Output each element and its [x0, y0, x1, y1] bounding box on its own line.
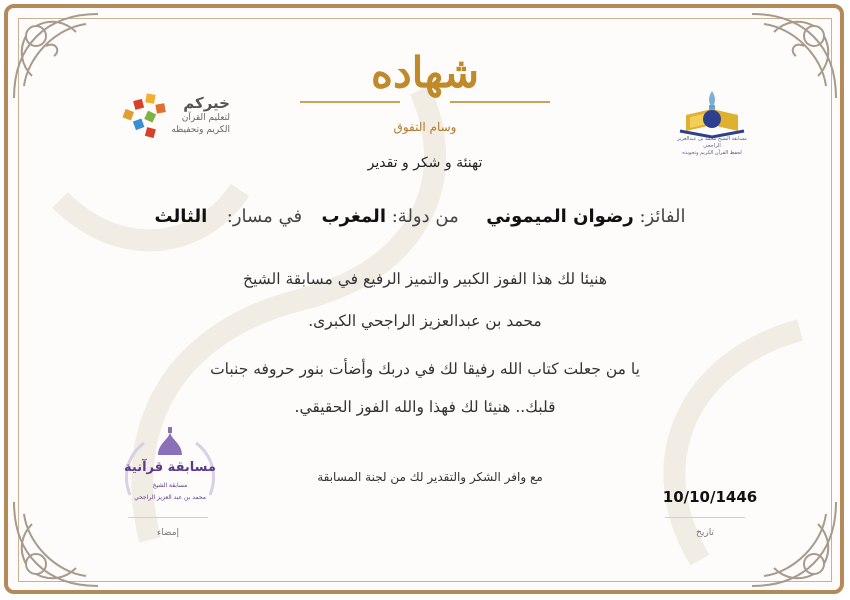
winner-track-label: في مسار: — [226, 206, 303, 227]
paragraph2-line2: قلبك.. هنيئا لك فهذا والله الفوز الحقيقي. — [294, 398, 556, 416]
seal-title: مسابقة قرآنية — [124, 460, 216, 475]
winner-track: الثالث — [154, 206, 208, 227]
competition-caption-line2: لحفظ القرآن الكريم وتجويده — [682, 150, 742, 156]
seal-line1: مسابقة الشيخ — [152, 482, 188, 489]
winner-country: المغرب — [321, 206, 386, 227]
signature-label: إمضاء — [156, 528, 180, 538]
winner-info-line — [140, 206, 700, 227]
closing-line: مع وافر الشكر والتقدير لك من لجنة المسابقة — [317, 470, 543, 484]
certificate-title: شهاده — [370, 48, 480, 97]
issue-date: 10/10/1446 — [662, 488, 758, 506]
signature-line — [128, 517, 208, 518]
quran-competition-seal-text — [110, 462, 230, 504]
winner-country-label: من دولة: — [391, 206, 459, 227]
date-line — [665, 517, 745, 518]
date-label: تاريخ — [696, 528, 714, 538]
khairukum-logo-text — [170, 94, 230, 136]
competition-caption-line1: مسابقة الشيخ محمد بن عبدالعزيز الراجحي — [677, 136, 747, 149]
paragraph1-line1: هنيئا لك هذا الفوز الكبير والتميز الرفيع في مسابقة الشيخ — [242, 270, 607, 288]
paragraph1-line2: محمد بن عبدالعزيز الراجحي الكبرى. — [308, 312, 542, 330]
winner-name-label: الفائز: — [639, 206, 686, 227]
corner-ornament-bottom-left — [6, 494, 106, 594]
khairukum-name: خيركم — [183, 94, 230, 112]
corner-ornament-bottom-right — [744, 494, 844, 594]
title-rule-right — [450, 101, 550, 103]
seal-line2: محمد بن عبد العزيز الراجحي — [134, 494, 206, 501]
corner-ornament-top-left — [6, 6, 106, 106]
khairukum-line1: لتعليم القرآن — [181, 113, 230, 123]
paragraph2-line1: يا من جعلت كتاب الله رفيقا لك في دربك وأضأت بنور حروفه جنبات — [210, 360, 640, 378]
title-rule-left — [300, 101, 400, 103]
greeting-line: تهنئة و شكر و تقدير — [367, 155, 483, 171]
certificate-subtitle: وسام التفوق — [393, 120, 457, 134]
competition-logo-caption — [672, 136, 752, 157]
winner-name: رضوان الميموني — [486, 206, 634, 227]
corner-ornament-top-right — [744, 6, 844, 106]
khairukum-line2: الكريم وتحفيظه — [171, 125, 230, 135]
